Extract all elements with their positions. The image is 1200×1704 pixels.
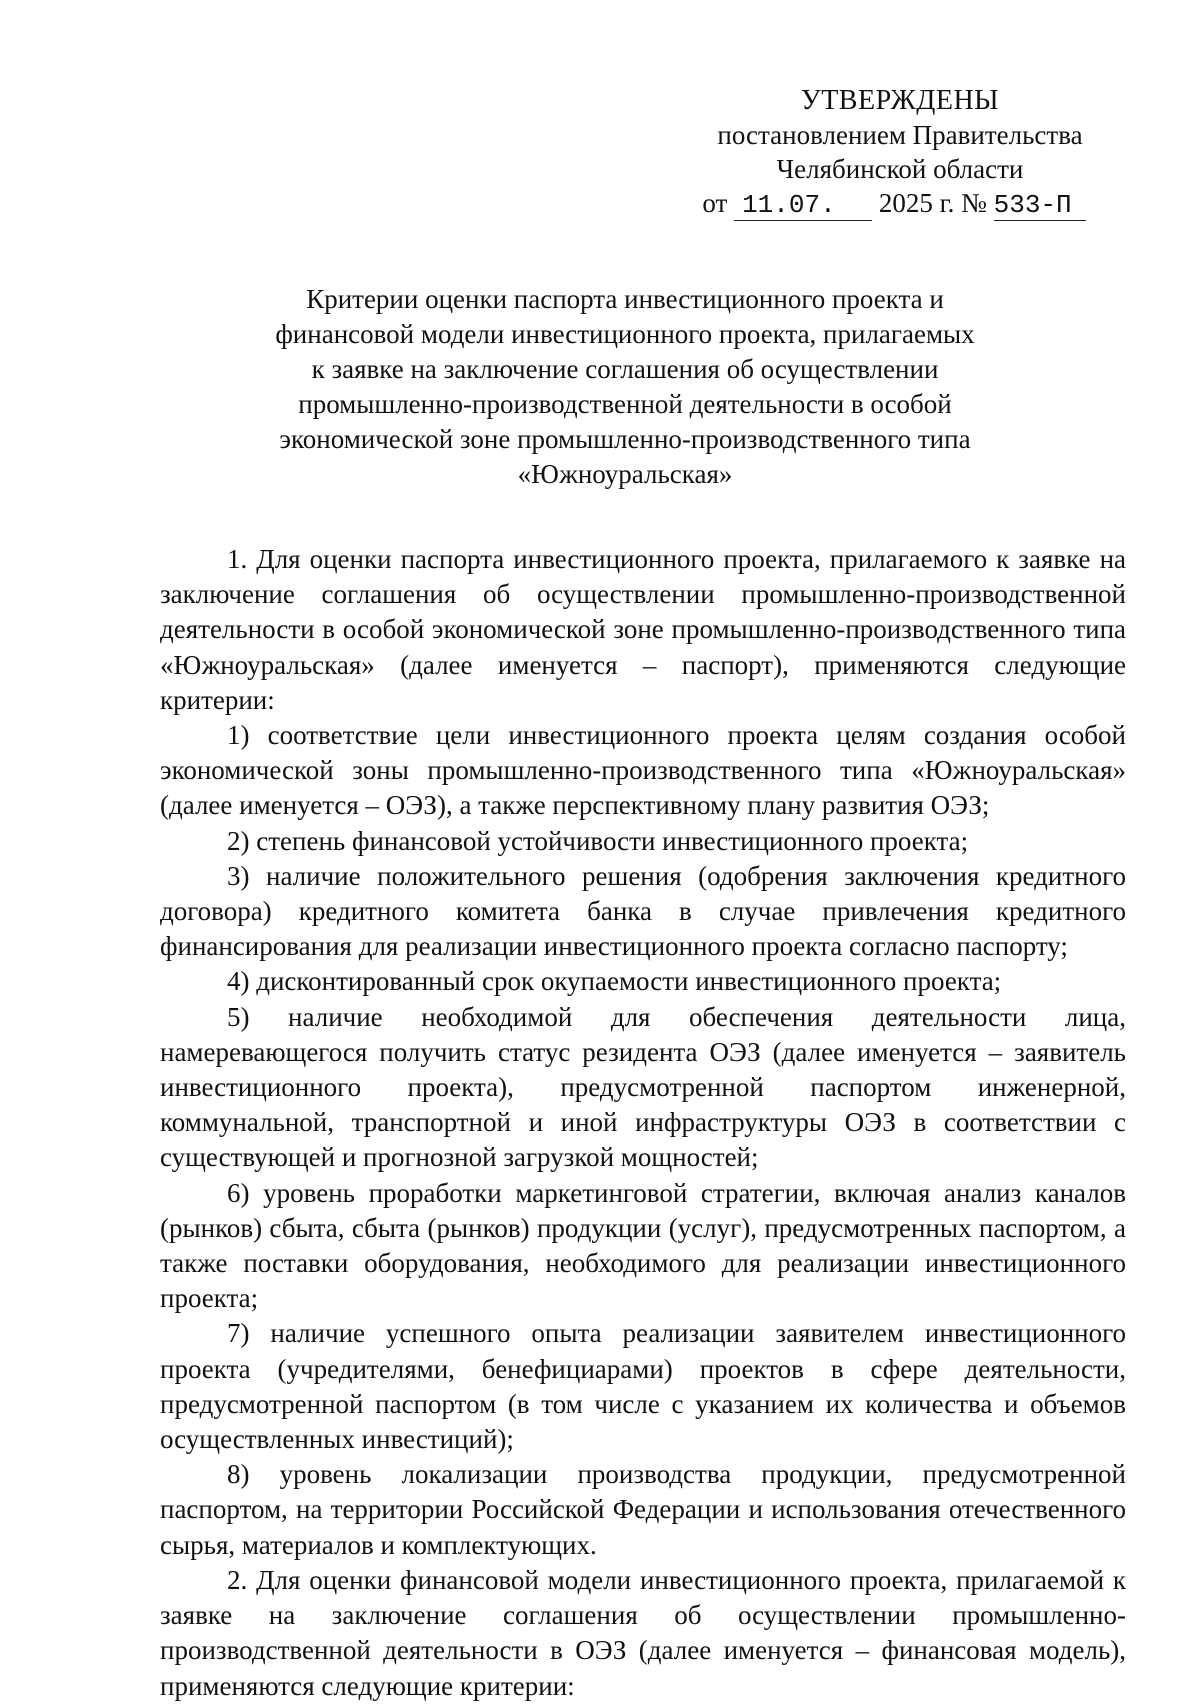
- title-line: «Южноуральская»: [517, 459, 733, 489]
- approval-line-2: Челябинской области: [776, 154, 1024, 184]
- approval-stamp: [700, 84, 1100, 221]
- approval-from-label: от: [702, 188, 728, 218]
- title-line: промышленно-производственной деятельности в особой: [298, 389, 952, 419]
- approval-date: 11.07.: [734, 190, 872, 221]
- criterion-1-4: 4) дисконтированный срок окупаемости инвестиционного проекта;: [227, 966, 1002, 997]
- title-line: к заявке на заключение соглашения об осуществлении: [311, 354, 939, 384]
- document-body: [160, 542, 1126, 1704]
- title-line: финансовой модели инвестиционного проекта, прилагаемых: [275, 319, 975, 349]
- approval-heading: УТВЕРЖДЕНЫ: [800, 85, 1000, 116]
- paragraph-1: 1. Для оценки паспорта инвестиционного проекта, прилагаемого к заявке на заключение соглашения об осуществлении промышленно-производственной деятельности в особой экономической зоне промышленно-производственного типа «Южноуральская» (далее именуется – паспорт), применяются следующие критерии:: [160, 544, 1126, 715]
- approval-number: 533-П: [994, 190, 1086, 221]
- document-title: [230, 282, 1020, 492]
- criterion-1-1: 1) соответствие цели инвестиционного проекта целям создания особой экономической зоны промышленно-производственного типа «Южноуральская» (далее именуется – ОЭЗ), а также перспективному плану развития ОЭЗ;: [160, 720, 1126, 821]
- approval-line-1: постановлением Правительства: [717, 120, 1083, 150]
- title-line: Критерии оценки паспорта инвестиционного проекта и: [306, 284, 944, 314]
- paragraph-2: 2. Для оценки финансовой модели инвестиционного проекта, прилагаемой к заявке на заключение соглашения об осуществлении промышленно-производственной деятельности в ОЭЗ (далее именуется – финансовая модель), применяются следующие критерии:: [160, 1564, 1126, 1701]
- criterion-1-5: 5) наличие необходимой для обеспечения деятельности лица, намеревающегося получить статус резидента ОЭЗ (далее именуется – заявитель инвестиционного проекта), предусмотренной паспортом инженерной, коммунальной, транспортной и иной инфраструктуры ОЭЗ в соответствии с существующей и прогнозной загрузкой мощностей;: [160, 1001, 1126, 1173]
- criterion-1-2: 2) степень финансовой устойчивости инвестиционного проекта;: [227, 825, 969, 856]
- title-line: экономической зоне промышленно-производственного типа: [279, 424, 971, 454]
- criterion-1-6: 6) уровень проработки маркетинговой стратегии, включая анализ каналов (рынков) сбыта, сбыта (рынков) продукции (услуг), предусмотренных паспортом, а также поставки оборудования, необходимого для реализации инвестиционного проекта;: [160, 1177, 1126, 1314]
- criterion-1-7: 7) наличие успешного опыта реализации заявителем инвестиционного проекта (учредителями, бенефициарами) проектов в сфере деятельности, предусмотренной паспортом (в том числе с указанием их количества и объемов осуществленных инвестиций);: [160, 1318, 1126, 1455]
- criterion-1-8: 8) уровень локализации производства продукции, предусмотренной паспортом, на территории Российской Федерации и использования отечественного сырья, материалов и комплектующих.: [160, 1459, 1126, 1560]
- approval-year-text: 2025 г. №: [878, 188, 987, 218]
- criterion-1-3: 3) наличие положительного решения (одобрения заключения кредитного договора) кредитного комитета банка в случае привлечения кредитного финансирования для реализации инвестиционного проекта согласно паспорту;: [160, 860, 1126, 962]
- approval-date-line: [688, 186, 1100, 221]
